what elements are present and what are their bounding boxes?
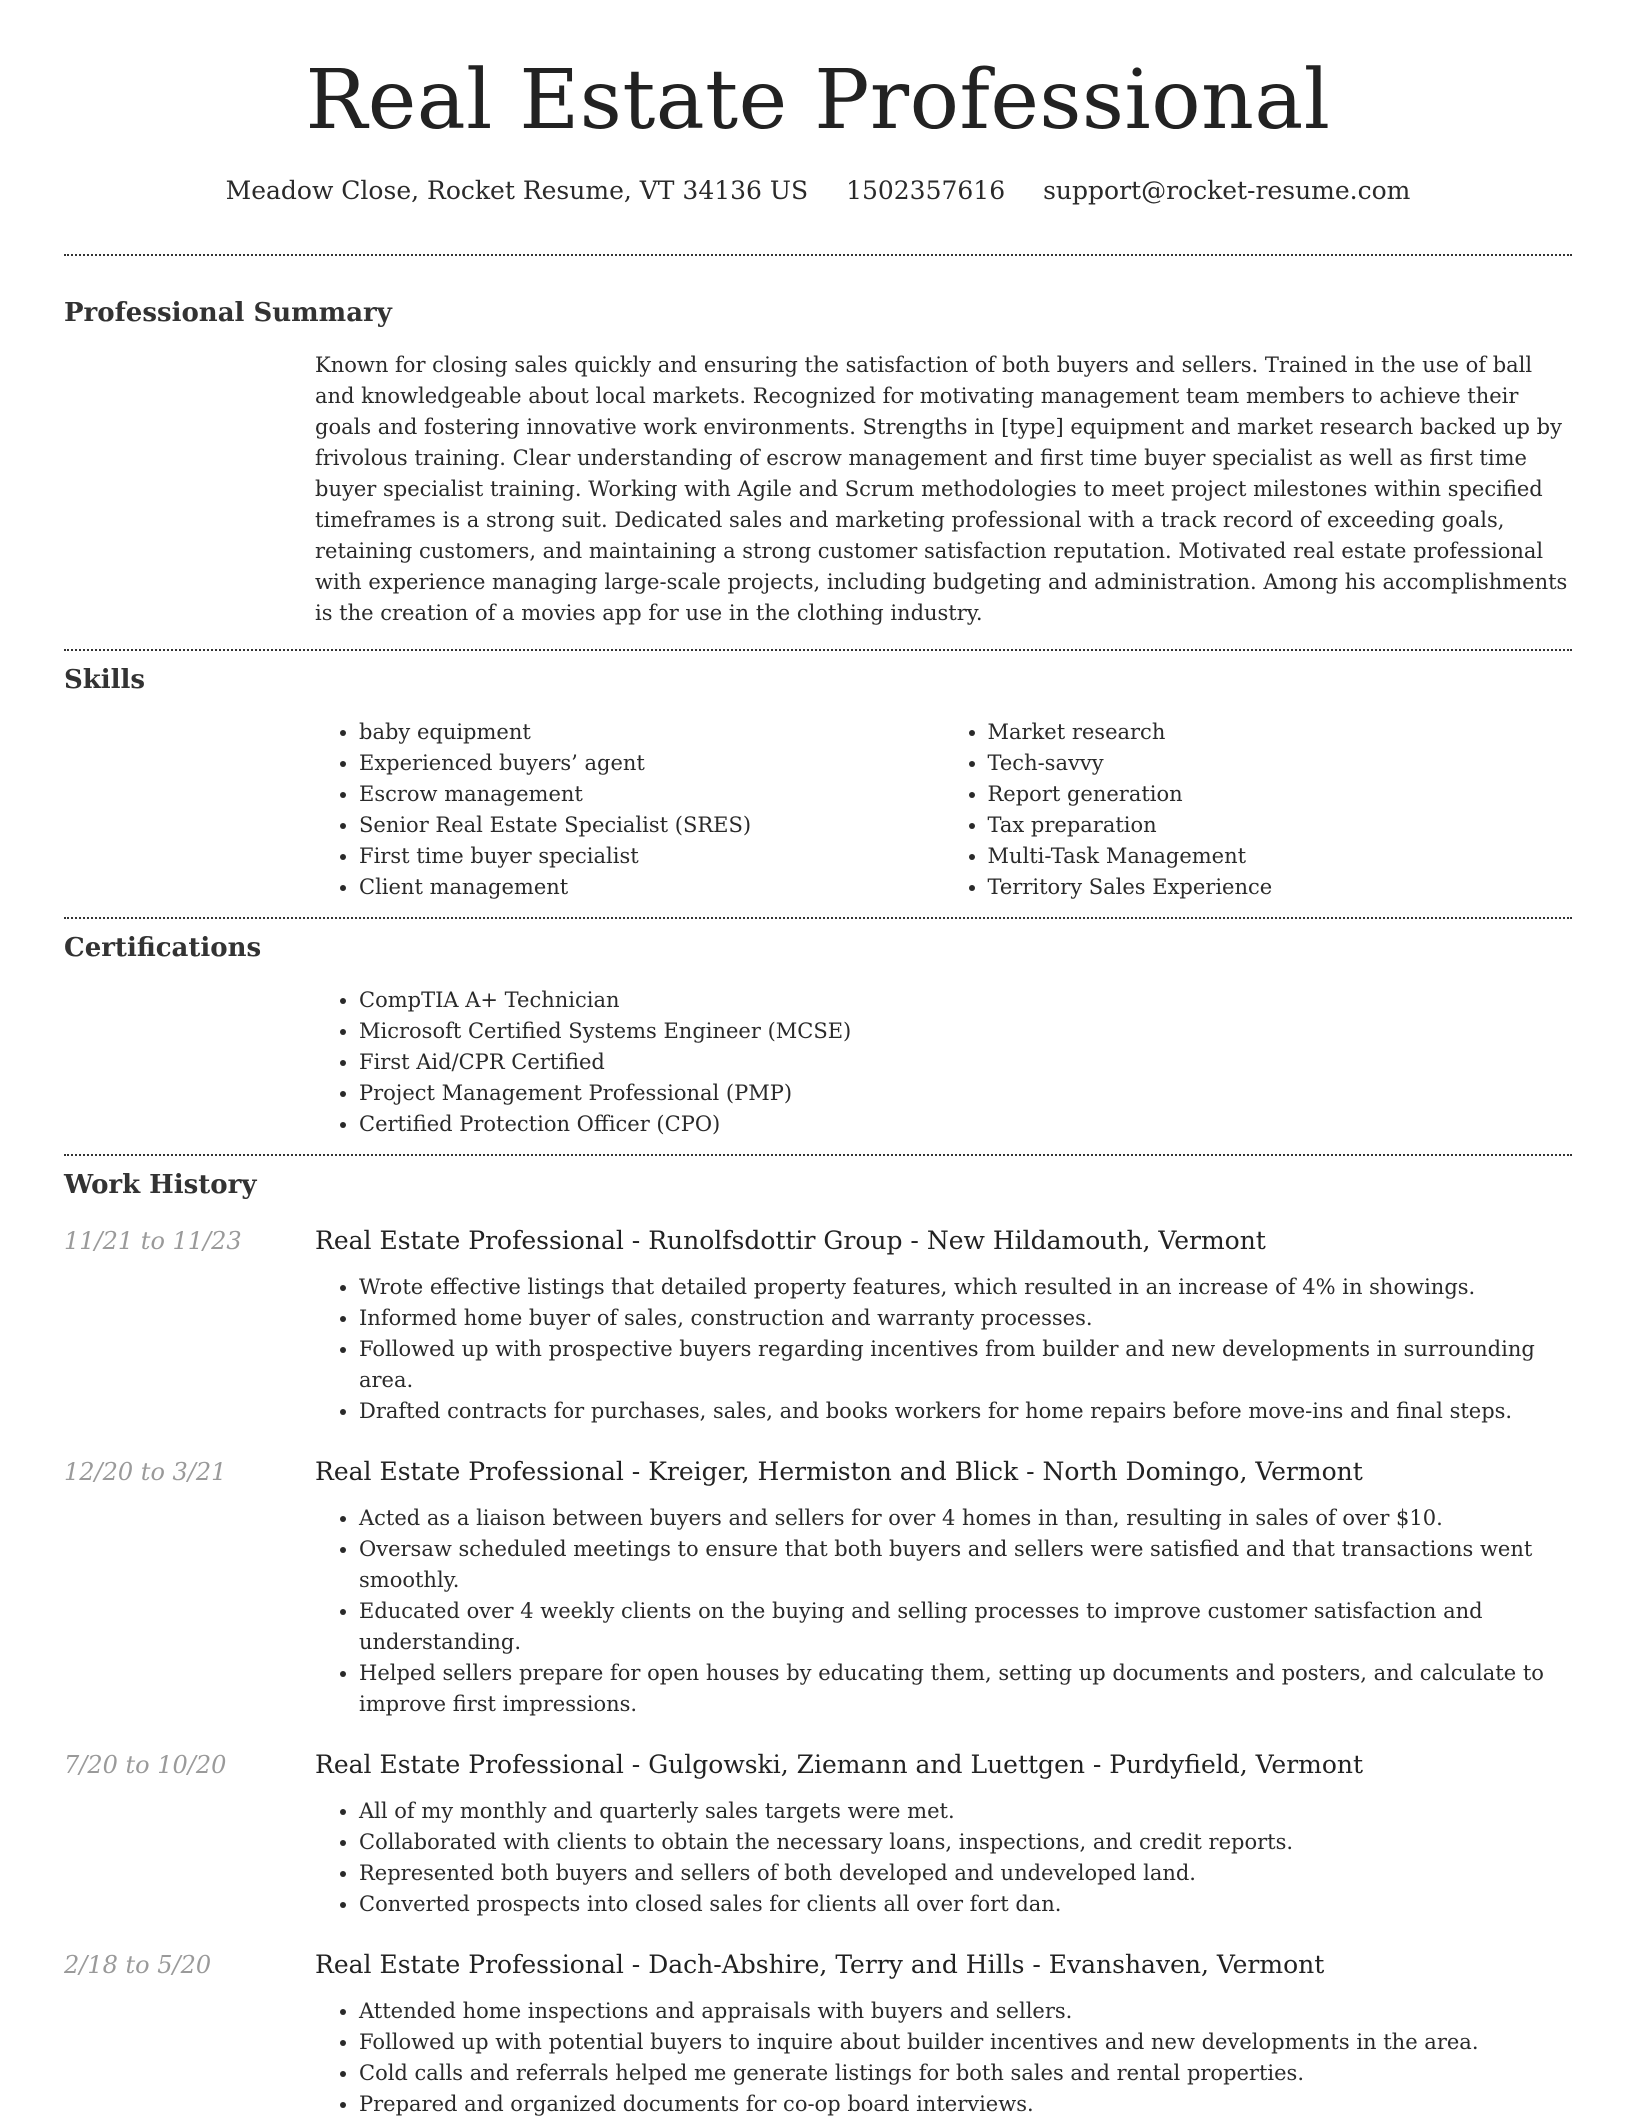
summary-text: Known for closing sales quickly and ensuring the satisfaction of both buyers and sellers. Trained in the use of ball and knowledgeable about local markets. Recognized for motivating management team members to achieve their goals and fostering innovative work environments. Strengths in [type] equipment and market research backed up by frivolous training. Clear understanding of escrow management and first time buyer specialist as well as first time buyer specialist training. Working with Agile and Scrum methodologies to meet project milestones within specified timeframes is a strong suit. Dedicated sales and marketing professional with a track record of exceeding goals, retaining customers, and maintaining a strong customer satisfaction reputation. Motivated real estate professional with experience managing large-scale projects, including budgeting and administration. Among his accomplishments is the creation of a movies app for use in the clothing industry. [315, 353, 1568, 625]
skill-item: • Experienced buyers’ agent [359, 748, 944, 779]
job-title: Real Estate Professional - Gulgowski, Ziemann and Luettgen - Purdyfield, Vermont [315, 1750, 1364, 1779]
section-title-certifications: Certifications [64, 933, 262, 963]
job-bullet: • Wrote effective listings that detailed property features, which resulted in an increase of 4% in showings. [359, 1272, 1572, 1303]
job-bullet: • Helped sellers prepare for open houses by educating them, setting up documents and posters, and calculate to improve first impressions. [359, 1658, 1572, 1720]
job-bullet: • Followed up with potential buyers to inquire about builder incentives and new developments in the area. [359, 2027, 1572, 2058]
skills-list-left [315, 717, 944, 903]
job-bullet: • Prepared and organized documents for co-op board interviews. [359, 2089, 1572, 2120]
skill-item: • Senior Real Estate Specialist (SRES) [359, 810, 944, 841]
skill-item: • Market research [988, 717, 1573, 748]
job-bullet: • All of my monthly and quarterly sales targets were met. [359, 1796, 1572, 1827]
job-bullet: • Converted prospects into closed sales for clients all over fort dan. [359, 1889, 1572, 1920]
job-title: Real Estate Professional - Runolfsdottir Group - New Hildamouth, Vermont [315, 1226, 1266, 1255]
job-bullets [315, 1503, 1572, 1720]
skill-item: • Escrow management [359, 779, 944, 810]
job-bullet: • Educated over 4 weekly clients on the buying and selling processes to improve customer satisfaction and understanding. [359, 1596, 1572, 1658]
job-body [315, 1748, 1572, 1920]
certification-item: • Project Management Professional (PMP) [359, 1078, 1572, 1109]
summary-section [64, 256, 1572, 629]
job-date: 11/21 to 11/23 [64, 1227, 242, 1255]
skills-columns [315, 717, 1572, 903]
job-date: 2/18 to 5/20 [64, 1951, 212, 1979]
job-date: 7/20 to 10/20 [64, 1751, 227, 1779]
contact-line [64, 174, 1572, 208]
certifications-list [315, 985, 1572, 1140]
contact-email: support@rocket-resume.com [1043, 176, 1411, 205]
skills-list-right [944, 717, 1573, 903]
job-bullet: • Represented both buyers and sellers of both developed and undeveloped land. [359, 1858, 1572, 1889]
certification-item: • First Aid/CPR Certified [359, 1047, 1572, 1078]
job-bullet: • Informed home buyer of sales, construction and warranty processes. [359, 1303, 1572, 1334]
section-title-skills: Skills [64, 665, 146, 695]
candidate-name: Real Estate Professional [305, 53, 1331, 148]
skill-item: • Tax preparation [988, 810, 1573, 841]
contact-phone: 1502357616 [846, 176, 1006, 205]
skill-item: • Tech-savvy [988, 748, 1573, 779]
certification-item: • Microsoft Certified Systems Engineer (MCSE) [359, 1016, 1572, 1047]
skill-item: • Report generation [988, 779, 1573, 810]
job-entry [64, 1455, 1572, 1720]
job-title: Real Estate Professional - Kreiger, Hermiston and Blick - North Domingo, Vermont [315, 1457, 1363, 1486]
skill-item: • Multi-Task Management [988, 841, 1573, 872]
job-body [315, 1224, 1572, 1427]
job-title: Real Estate Professional - Dach-Abshire, Terry and Hills - Evanshaven, Vermont [315, 1950, 1325, 1979]
section-title-work-history: Work History [64, 1170, 257, 1200]
job-bullet: • Acted as a liaison between buyers and sellers for over 4 homes in than, resulting in sales of over $10. [359, 1503, 1572, 1534]
skill-item: • Client management [359, 872, 944, 903]
job-date: 12/20 to 3/21 [64, 1458, 227, 1486]
job-bullets [315, 1796, 1572, 1920]
skill-item: • baby equipment [359, 717, 944, 748]
certification-item: • Certified Protection Officer (CPO) [359, 1109, 1572, 1140]
job-bullets [315, 1996, 1572, 2120]
section-title-summary: Professional Summary [64, 298, 392, 328]
skill-item: • First time buyer specialist [359, 841, 944, 872]
job-bullet: • Drafted contracts for purchases, sales, and books workers for home repairs before move-ins and final steps. [359, 1396, 1572, 1427]
skills-section [64, 651, 1572, 903]
work-history-section [64, 1156, 1572, 2120]
job-entry [64, 1748, 1572, 1920]
resume-page [64, 0, 1572, 2120]
job-bullet: • Followed up with prospective buyers regarding incentives from builder and new developments in surrounding area. [359, 1334, 1572, 1396]
job-entry [64, 1948, 1572, 2120]
skill-item: • Territory Sales Experience [988, 872, 1573, 903]
certifications-content [315, 985, 1572, 1140]
job-bullet: • Collaborated with clients to obtain the necessary loans, inspections, and credit reports. [359, 1827, 1572, 1858]
summary-content [315, 350, 1572, 629]
job-body [315, 1455, 1572, 1720]
job-entry [64, 1224, 1572, 1427]
job-bullets [315, 1272, 1572, 1427]
certifications-section [64, 919, 1572, 1140]
job-bullet: • Oversaw scheduled meetings to ensure that both buyers and sellers were satisfied and that transactions went smoothly. [359, 1534, 1572, 1596]
job-body [315, 1948, 1572, 2120]
job-bullet: • Cold calls and referrals helped me generate listings for both sales and rental properties. [359, 2058, 1572, 2089]
certification-item: • CompTIA A+ Technician [359, 985, 1572, 1016]
contact-address: Meadow Close, Rocket Resume, VT 34136 US [225, 176, 809, 205]
job-bullet: • Attended home inspections and appraisals with buyers and sellers. [359, 1996, 1572, 2027]
